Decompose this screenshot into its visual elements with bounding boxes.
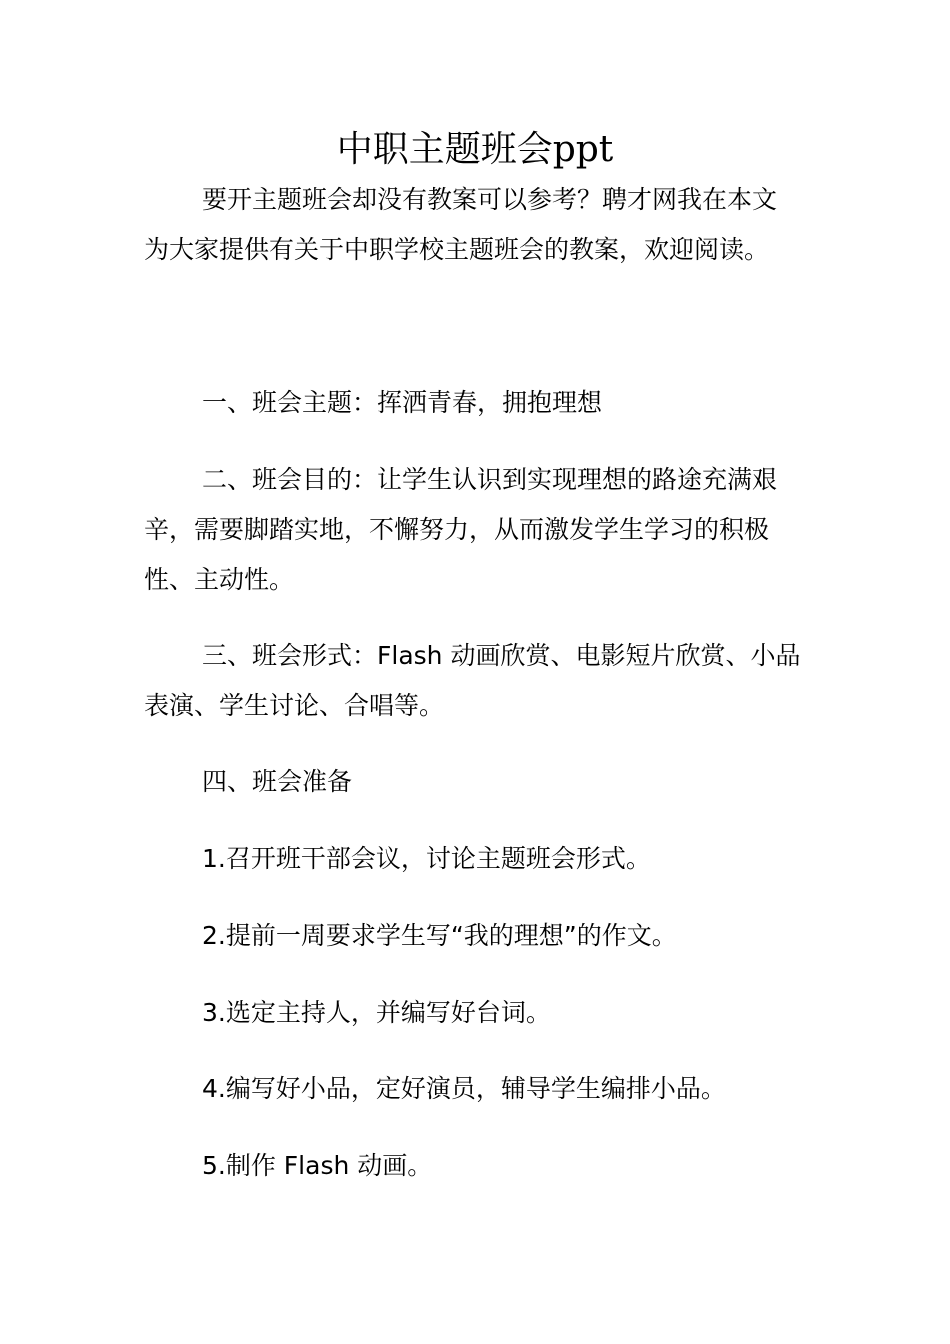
section-theme: 一、班会主题：挥洒青春，拥抱理想: [202, 388, 603, 417]
prep-item-2: 2.提前一周要求学生写“我的理想”的作文。: [202, 921, 677, 950]
form-line-2: 表演、学生讨论、合唱等。: [144, 691, 445, 720]
intro-line-2: 为大家提供有关于中职学校主题班会的教案，欢迎阅读。: [144, 235, 770, 264]
purpose-line-1: 二、班会目的：让学生认识到实现理想的路途充满艰: [202, 465, 778, 494]
section-prep-heading: 四、班会准备: [202, 767, 353, 796]
prep-item-4: 4.编写好小品，定好演员，辅导学生编排小品。: [202, 1074, 726, 1103]
section-purpose: [144, 455, 816, 605]
section-form: [144, 631, 816, 731]
purpose-line-3: 性、主动性。: [144, 565, 295, 594]
form-line-1: 三、班会形式：Flash 动画欣赏、电影短片欣赏、小品: [202, 641, 801, 670]
intro-paragraph: [144, 175, 816, 275]
prep-item-1: 1.召开班干部会议，讨论主题班会形式。: [202, 844, 651, 873]
intro-line-1: 要开主题班会却没有教案可以参考？聘才网我在本文: [202, 185, 778, 214]
prep-item-5: 5.制作 Flash 动画。: [202, 1151, 433, 1180]
purpose-line-2: 辛，需要脚踏实地，不懈努力，从而激发学生学习的积极: [144, 515, 770, 544]
prep-item-3: 3.选定主持人，并编写好台词。: [202, 998, 551, 1027]
document-title: 中职主题班会ppt: [336, 129, 614, 170]
